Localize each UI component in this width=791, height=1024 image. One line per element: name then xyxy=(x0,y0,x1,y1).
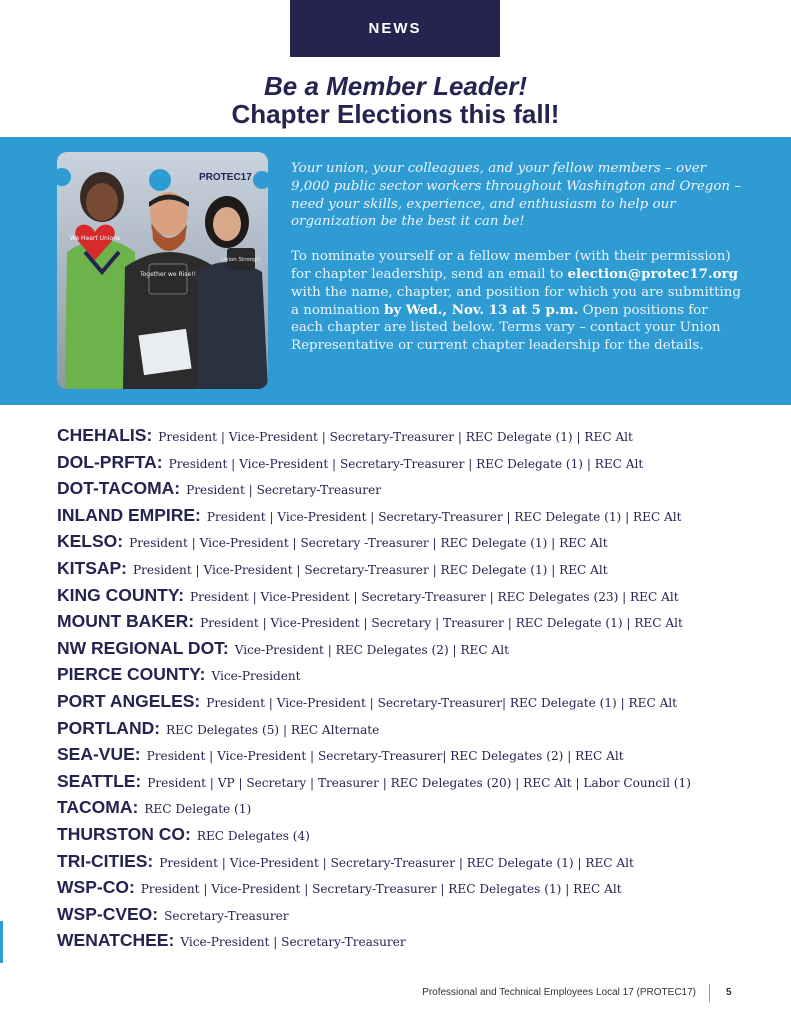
chapter-row xyxy=(57,851,757,878)
chapter-row xyxy=(57,585,757,612)
chalk-sign-right-text: Union Strong!! xyxy=(220,257,262,263)
chapter-name: THURSTON CO: xyxy=(57,823,191,844)
chapter-open-positions: President | Secretary-Treasurer xyxy=(186,483,382,498)
heart-sign-text: We Heart Unions xyxy=(69,235,121,242)
intro-p2-text-c: Open positions for each chapter are listed below. Terms vary – contact your Union Representative or current chapter leadership for the details. xyxy=(291,302,721,354)
chapter-name: PORT ANGELES: xyxy=(57,690,201,711)
chapter-name: PIERCE COUNTY: xyxy=(57,664,206,685)
chapter-row xyxy=(57,531,757,558)
chapter-name: MOUNT BAKER: xyxy=(57,611,195,632)
chapter-row xyxy=(57,505,757,532)
chapter-name: TACOMA: xyxy=(57,797,139,818)
chapter-name: CHEHALIS: xyxy=(57,425,153,445)
chapter-name: WSP-CO: xyxy=(57,877,135,898)
chapter-name: WENATCHEE: xyxy=(57,930,175,951)
chapter-open-positions: President | Vice-President | Secretary-Treasurer | REC Delegate (1) | REC Alt xyxy=(168,456,644,471)
footer-publication: Professional and Technical Employees Local 17 (PROTEC17) xyxy=(422,987,696,998)
chapter-row xyxy=(57,824,757,851)
nomination-email-link[interactable]: election@protec17.org xyxy=(567,265,738,282)
headline-line-2: Chapter Elections this fall! xyxy=(231,99,560,129)
chapter-open-positions: Secretary-Treasurer xyxy=(164,908,289,923)
chapter-open-positions: President | Vice-President | Secretary-Treasurer| REC Delegates (2) | REC Alt xyxy=(146,749,624,764)
chapter-open-positions: Vice-President xyxy=(211,669,301,684)
chapter-row xyxy=(57,904,757,931)
chapter-open-positions: President | Vice-President | Secretary-Treasurer | REC Delegate (1) | REC Alt xyxy=(158,430,633,444)
chapter-name: KITSAP: xyxy=(57,557,127,578)
intro-paragraph-2 xyxy=(291,248,741,355)
members-photo xyxy=(57,152,268,389)
chapter-open-positions: Vice-President | REC Delegates (2) | REC Alt xyxy=(234,642,509,657)
chapter-open-positions: REC Delegate (1) xyxy=(144,802,252,817)
backdrop-logo-text: PROTEC17 xyxy=(199,172,252,183)
page-edge-accent xyxy=(0,921,3,963)
chapter-open-positions: President | Vice-President | Secretary -Treasurer | REC Delegate (1) | REC Alt xyxy=(129,536,608,551)
page-headline xyxy=(0,72,791,128)
chapter-name: DOL-PRFTA: xyxy=(57,451,163,472)
chapter-name: INLAND EMPIRE: xyxy=(57,504,201,525)
intro-p2-text-b: with the name, chapter, and position for which you are submitting a nomination xyxy=(291,284,741,318)
chapter-name: SEA-VUE: xyxy=(57,744,141,765)
chapter-open-positions: President | Vice-President | Secretary-Treasurer | REC Delegates (23) | REC Alt xyxy=(190,589,679,604)
chapter-row xyxy=(57,691,757,718)
chapter-row xyxy=(57,930,757,957)
chapter-open-positions: President | Vice-President | Secretary | Treasurer | REC Delegate (1) | REC Alt xyxy=(200,616,683,631)
nomination-deadline: by Wed., Nov. 13 at 5 p.m. xyxy=(384,301,579,318)
chapter-row xyxy=(57,611,757,638)
section-tab-news: NEWS xyxy=(290,0,500,57)
chapter-row xyxy=(57,558,757,585)
chapter-open-positions: President | Vice-President | Secretary-Treasurer| REC Delegate (1) | REC Alt xyxy=(206,695,678,710)
chapter-row xyxy=(57,452,757,479)
chapter-open-positions: REC Delegates (4) xyxy=(196,828,310,843)
chapter-open-positions: Vice-President | Secretary-Treasurer xyxy=(180,935,406,950)
chapter-name: PORTLAND: xyxy=(57,717,161,738)
chapter-name: KING COUNTY: xyxy=(57,584,185,605)
headline-line-1: Be a Member Leader! xyxy=(264,71,527,101)
chapter-row xyxy=(57,718,757,745)
chapter-name: WSP-CVEO: xyxy=(57,903,159,924)
chapter-name: KELSO: xyxy=(57,531,124,552)
chapter-row xyxy=(57,425,757,452)
page-number: 5 xyxy=(726,987,732,998)
intro-p2-text-a: To nominate yourself or a fellow member (with their permission) for chapter leadership, send an email to xyxy=(291,249,731,282)
chapter-open-positions: REC Delegates (5) | REC Alternate xyxy=(166,722,380,737)
chapter-name: SEATTLE: xyxy=(57,770,142,791)
chapter-open-positions: President | Vice-President | Secretary-Treasurer | REC Delegate (1) | REC Alt xyxy=(133,562,608,577)
chapter-row xyxy=(57,877,757,904)
chapter-name: NW REGIONAL DOT: xyxy=(57,637,229,658)
chapter-open-positions: President | VP | Secretary | Treasurer | REC Delegates (20) | REC Alt | Labor Council (1) xyxy=(147,775,691,790)
members-photo-illustration xyxy=(57,152,268,389)
chapter-row xyxy=(57,797,757,824)
intro-paragraph-1: Your union, your colleagues, and your fellow members – over 9,000 public sector workers throughout Washington and Oregon – need your skills, experience, and enthusiasm to help our organization be the best it can be! xyxy=(291,161,742,230)
chapter-open-positions: President | Vice-President | Secretary-Treasurer | REC Delegate (1) | REC Alt xyxy=(206,509,682,524)
chapter-row xyxy=(57,744,757,771)
intro-text xyxy=(291,160,741,372)
chapter-row xyxy=(57,638,757,665)
chapter-row xyxy=(57,478,757,505)
footer-divider xyxy=(709,984,710,1002)
chapter-row xyxy=(57,664,757,691)
chalk-sign-left-text: Together we Rise!! xyxy=(139,271,197,278)
chapter-open-positions: President | Vice-President | Secretary-Treasurer | REC Delegates (1) | REC Alt xyxy=(140,882,622,897)
chapter-row xyxy=(57,771,757,798)
chapter-open-positions: President | Vice-President | Secretary-Treasurer | REC Delegate (1) | REC Alt xyxy=(159,855,634,870)
chapter-positions-list xyxy=(57,425,757,957)
page-footer xyxy=(0,987,791,1001)
chapter-name: DOT-TACOMA: xyxy=(57,478,181,499)
chapter-name: TRI-CITIES: xyxy=(57,850,154,871)
